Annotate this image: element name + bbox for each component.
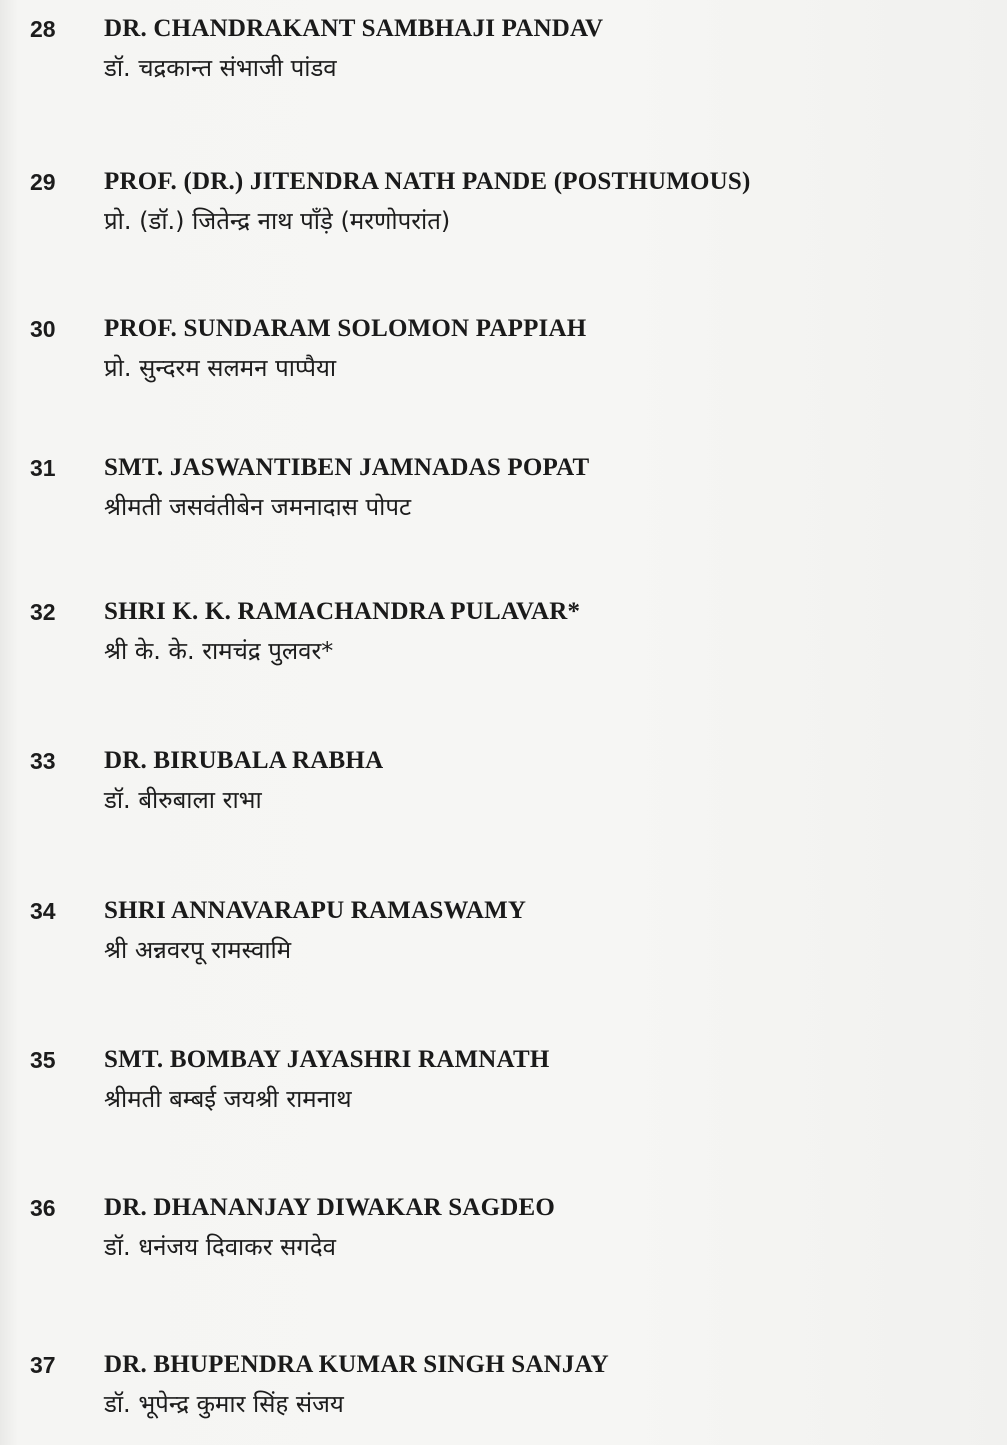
list-entry [0,1193,1007,1273]
entry-name-english: PROF. (DR.) JITENDRA NATH PANDE (POSTHUMOUS) [104,168,751,195]
entry-number: 34 [30,898,56,924]
entry-number: 31 [30,455,56,481]
entry-number: 29 [30,169,56,195]
entry-name-hindi: श्रीमती जसवंतीबेन जमनादास पोपट [104,493,412,521]
entry-name-hindi: डॉ. चद्रकान्त संभाजी पांडव [104,54,337,82]
entry-name-english: SMT. BOMBAY JAYASHRI RAMNATH [104,1046,550,1073]
entry-name-hindi: प्रो. (डॉ.) जितेन्द्र नाथ पाँड़े (मरणोपरांत) [104,207,451,235]
entry-name-english: DR. BIRUBALA RABHA [104,747,384,774]
entry-number: 30 [30,316,56,342]
entry-number: 35 [30,1047,56,1073]
list-entry [0,14,1007,94]
entry-name-hindi: प्रो. सुन्दरम सलमन पाप्पैया [104,354,337,382]
list-entry [0,1350,1007,1430]
entry-number: 33 [30,748,56,774]
list-entry [0,597,1007,677]
entry-number: 32 [30,599,56,625]
list-entry [0,896,1007,976]
entry-number: 37 [30,1352,56,1378]
entry-name-english: SHRI ANNAVARAPU RAMASWAMY [104,897,527,924]
entry-name-english: DR. BHUPENDRA KUMAR SINGH SANJAY [104,1351,609,1378]
entry-name-english: SHRI K. K. RAMACHANDRA PULAVAR* [104,598,581,625]
list-entry [0,453,1007,533]
entry-name-hindi: डॉ. भूपेन्द्र कुमार सिंह संजय [104,1390,344,1418]
entry-name-english: SMT. JASWANTIBEN JAMNADAS POPAT [104,454,590,481]
entry-name-english: DR. DHANANJAY DIWAKAR SAGDEO [104,1194,556,1221]
entry-name-english: PROF. SUNDARAM SOLOMON PAPPIAH [104,315,587,342]
list-entry [0,1045,1007,1125]
list-entry [0,167,1007,247]
entry-name-hindi: श्रीमती बम्बई जयश्री रामनाथ [104,1085,352,1113]
entry-number: 36 [30,1195,56,1221]
list-entry [0,746,1007,826]
list-entry [0,314,1007,394]
entry-name-hindi: डॉ. धनंजय दिवाकर सगदेव [104,1233,336,1261]
entry-number: 28 [30,16,56,42]
entry-name-hindi: श्री अन्नवरपू रामस्वामि [104,936,292,964]
entry-name-hindi: श्री के. के. रामचंद्र पुलवर* [104,637,334,665]
entry-name-english: DR. CHANDRAKANT SAMBHAJI PANDAV [104,15,604,42]
entry-name-hindi: डॉ. बीरुबाला राभा [104,786,262,814]
